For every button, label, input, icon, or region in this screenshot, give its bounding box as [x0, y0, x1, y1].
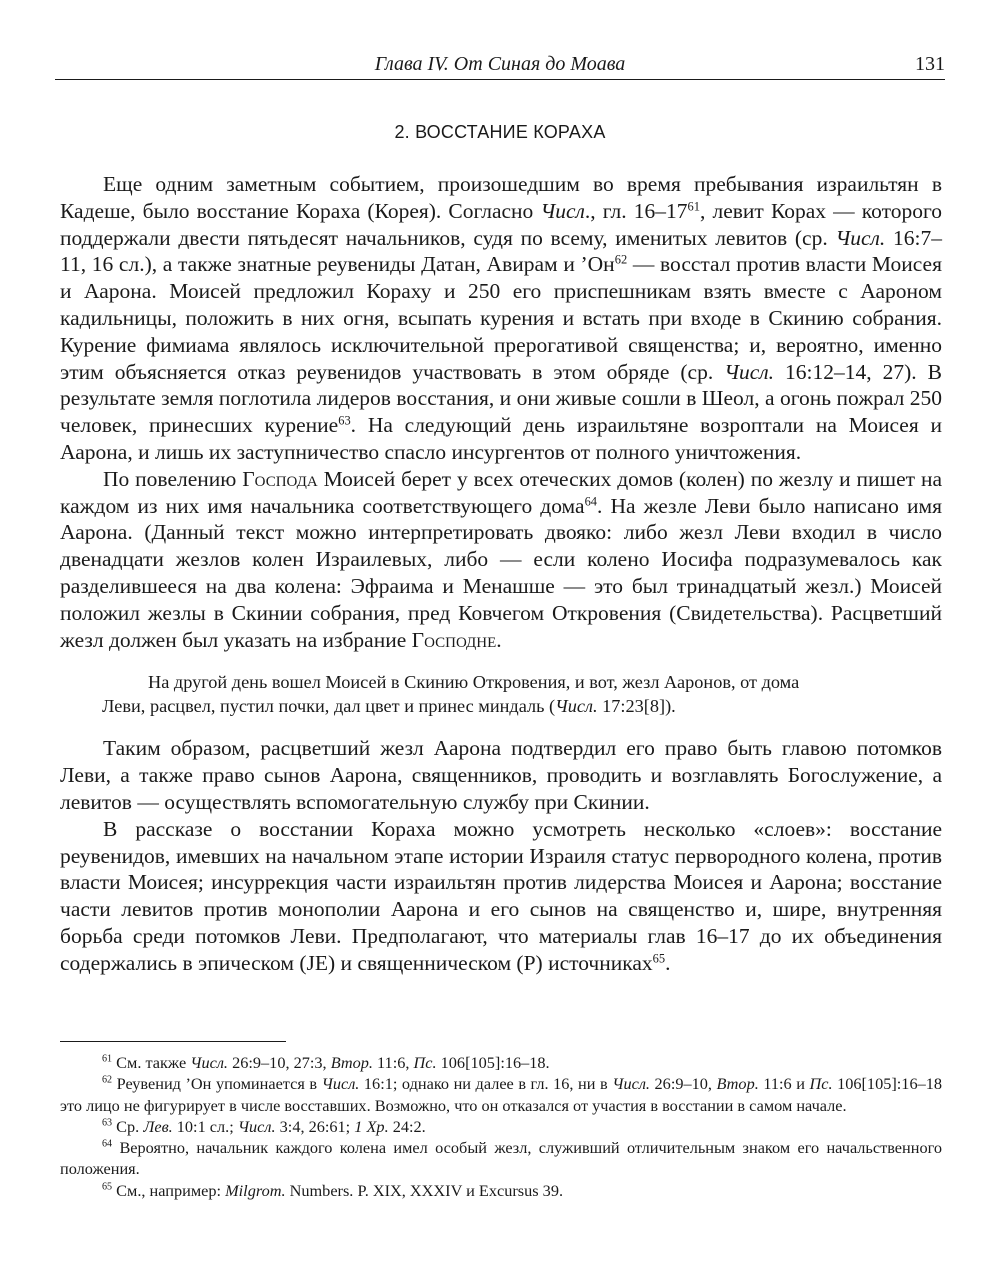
footnote-62 — [60, 1073, 942, 1116]
footnote-ref: 64 — [584, 493, 598, 508]
paragraph — [60, 816, 942, 977]
italic-text: Числ. — [835, 225, 886, 250]
block-quote — [102, 670, 942, 718]
text-run: Реувенид ’Он упоминается в — [112, 1074, 322, 1094]
text-run: 24:2. — [388, 1116, 426, 1136]
quote-line — [102, 670, 942, 694]
text-run: Леви, расцвел, пустил почки, дал цвет и принес миндаль ( — [102, 696, 556, 717]
italic-text: Пс. — [809, 1074, 833, 1094]
text-run: Вероятно, начальник каждого колена имел особый жезл, служивший отличительным знаком его начальственного положения. — [60, 1138, 942, 1179]
italic-text: Milgrom. — [225, 1180, 286, 1200]
text-run: . На жезле Леви было написано имя Аарона. (Данный текст можно интерпретировать двояко: либо жезл Леви входил в число двенадцати жезлов колен Израилевых, либо — если колено Иосифа подразумевалось как разделившееся на два колена: Эфраима и Менашше — это был тринадцатый жезл.) Моисей положил жезлы в Скинии собрания, пред Ковчегом Откровения (Свидетельства). Расцветший жезл должен был указать на избрание — [60, 493, 942, 652]
footnote-61 — [60, 1052, 942, 1073]
paragraph — [60, 171, 942, 466]
text-run: 11:6, — [372, 1053, 414, 1072]
text-run: Еще одним заметным событием, произошедшим во время пребывания израильтян в Кадеше, было восстание Кораха (Корея). Согласно — [60, 172, 942, 223]
footnote-ref: 64 — [102, 1138, 113, 1150]
text-run: . — [665, 950, 671, 975]
running-head — [55, 52, 945, 80]
quote-line — [102, 694, 942, 718]
text-run: 26:9–10, — [650, 1074, 717, 1094]
italic-text: Пс. — [413, 1053, 437, 1072]
italic-text: Числ. — [237, 1116, 276, 1136]
text-run: — восстал против власти Моисея и Аарона. Моисей предложил Кораху и 250 его приспешникам взять вместе с Аароном кадильницы, положить в них огня, всыпать курения и встать при входе в Скинию собрания. Курение фимиама являлось исключительной прерогативой священства; и, вероятно, именно этим объясняется отказ реувенидов участвовать в этом обряде (ср. — [60, 252, 942, 384]
footnote-ref: 62 — [614, 252, 628, 267]
text-run: 16:1; однако ни далее в гл. 16, ни в — [359, 1074, 613, 1094]
paragraph — [60, 735, 942, 815]
smallcaps-text: Господа — [242, 466, 318, 491]
text-run: 16:7–11, 16 сл.), а также знатные реувениды Датан, Авирам и ’Он — [60, 225, 942, 277]
text-run: 10:1 сл.; — [172, 1116, 238, 1136]
footnote-63 — [60, 1116, 942, 1137]
text-run: 3:4, 26:61; — [275, 1116, 355, 1136]
text-run: 106[105]:16–18. — [436, 1053, 550, 1072]
footnote-65 — [60, 1180, 942, 1201]
italic-text: Числ. — [555, 696, 598, 717]
text-run: 16:12–14, 27). В результате земля поглотила лидеров восстания, и они живые сошли в Шеол, а огонь пожрал 250 человек, принесших курение — [60, 359, 942, 438]
footnote-ref: 63 — [338, 413, 351, 428]
italic-text: Втор. — [716, 1074, 759, 1094]
italic-text: Втор. — [330, 1053, 373, 1072]
footnote-ref: 63 — [102, 1117, 113, 1129]
text-run: , левит Корах — которого поддержали двести пятьдесят начальников, судя по всему, именитых левитов (ср. — [60, 198, 942, 250]
text-run: На другой день вошел Моисей в Скинию Откровения, и вот, жезл Ааронов, от дома — [148, 672, 800, 693]
italic-text: 1 Хр. — [354, 1116, 389, 1136]
footnote-ref: 61 — [102, 1053, 113, 1065]
text-run: См. также — [112, 1053, 191, 1072]
footnote-ref: 65 — [102, 1181, 113, 1193]
text-run: Ср. — [112, 1116, 144, 1136]
body-text — [60, 171, 942, 977]
italic-text: Числ. — [321, 1074, 360, 1094]
page-number: 131 — [915, 53, 945, 75]
italic-text: Числ. — [190, 1053, 229, 1072]
text-run: . На следующий день израильтяне возроптали на Моисея и Аарона, и лишь их заступничество спасло инсургентов от полного уничтожения. — [60, 413, 942, 464]
paragraph — [60, 466, 942, 654]
text-run: По повелению — [103, 466, 243, 491]
text-run: Таким образом, расцветший жезл Аарона подтвердил его право быть главою потомков Леви, а также право сынов Аарона, священников, проводить и возглавлять Богослужение, а левитов — осуществлять вспомогательную службу при Скинии. — [60, 736, 942, 814]
footnote-64 — [60, 1137, 942, 1180]
chapter-title: Глава IV. От Синая до Моава — [374, 53, 626, 75]
italic-text: Числ. — [724, 359, 775, 384]
text-run: 26:9–10, 27:3, — [228, 1053, 331, 1072]
text-run: 11:6 и — [758, 1074, 810, 1094]
text-run: . — [496, 627, 502, 652]
smallcaps-text: Господне — [411, 627, 497, 652]
footnote-ref: 62 — [102, 1075, 113, 1087]
text-run: ., гл. 16–17 — [584, 198, 688, 223]
text-run: В рассказе о восстании Кораха можно усмотреть несколько «слоев»: восстание реувенидов, имевших на начальном этапе истории Израиля статус первородного колена, против власти Моисея; инсуррекция части израильтян против лидерства Моисея и Аарона; восстание части левитов против монополии Аарона и его сынов на священство и, шире, внутренняя борьба среди потомков Леви. Предполагают, что материалы глав 16–17 до их объединения содержались в эпическом (JE) и священническом (P) источниках — [60, 816, 942, 975]
footnotes — [60, 1052, 942, 1201]
text-run: Моисей берет у всех отеческих домов (колен) по жезлу и пишет на каждом из них имя начальника соответствующего дома — [60, 466, 942, 518]
text-run: Numbers. P. XIX, XXXIV и Excursus 39. — [285, 1180, 564, 1200]
footnote-ref: 61 — [687, 199, 700, 214]
italic-text: Числ — [540, 198, 585, 223]
text-run: См., например: — [112, 1180, 226, 1200]
footnote-ref: 65 — [652, 951, 666, 965]
text-run: 17:23[8]). — [597, 696, 676, 717]
text-run: 106[105]:16–18 это лицо не фигурирует в числе восставших. Возможно, что он отказался от участия в восстании в самом начале. — [60, 1074, 943, 1115]
section-title: 2. ВОССТАНИЕ КОРАХА — [394, 122, 606, 142]
italic-text: Лев. — [143, 1116, 173, 1136]
footnote-rule — [60, 1041, 286, 1042]
italic-text: Числ. — [612, 1074, 650, 1094]
